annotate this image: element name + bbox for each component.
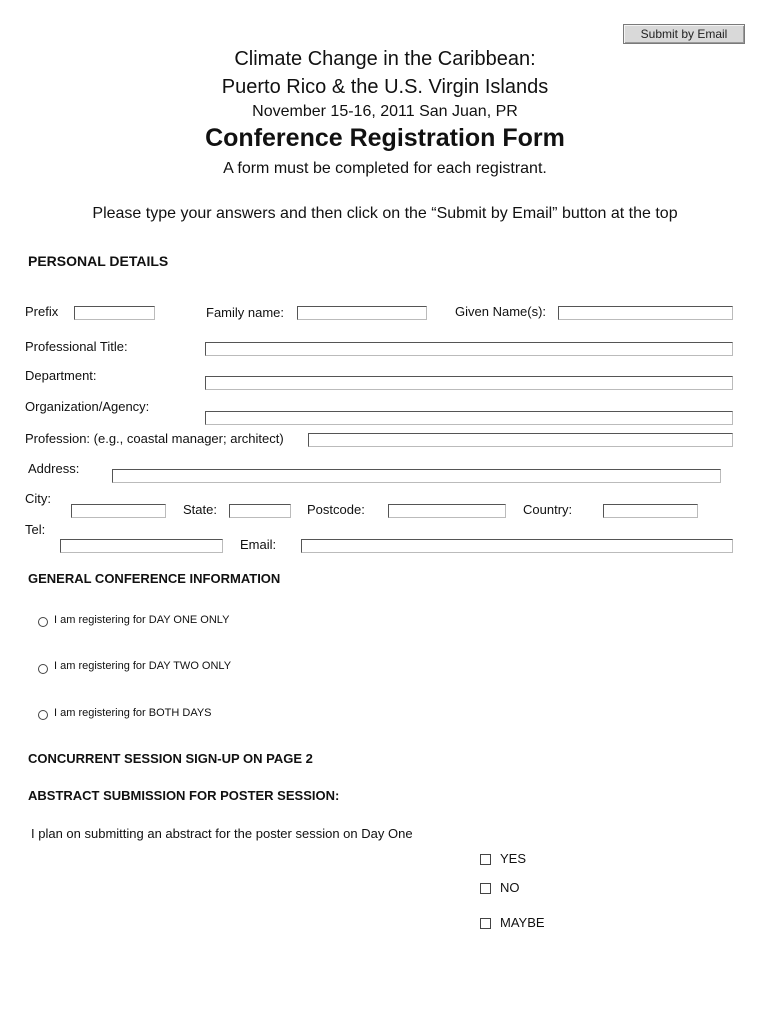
tel-label: Tel: bbox=[25, 522, 46, 537]
both-days-radio[interactable] bbox=[38, 710, 48, 720]
day-one-label: I am registering for DAY ONE ONLY bbox=[54, 614, 230, 626]
yes-label: YES bbox=[500, 851, 527, 866]
professional-title-field[interactable] bbox=[205, 342, 733, 356]
maybe-checkbox[interactable] bbox=[480, 918, 491, 929]
day-two-label: I am registering for DAY TWO ONLY bbox=[54, 660, 232, 672]
state-label: State: bbox=[183, 502, 217, 517]
department-field[interactable] bbox=[205, 376, 733, 390]
state-field[interactable] bbox=[229, 504, 291, 518]
no-label: NO bbox=[500, 880, 520, 895]
profession-label: Profession: (e.g., coastal manager; architect) bbox=[25, 431, 284, 446]
country-field[interactable] bbox=[603, 504, 698, 518]
day-one-radio[interactable] bbox=[38, 617, 48, 627]
city-field[interactable] bbox=[71, 504, 166, 518]
department-label: Department: bbox=[25, 368, 97, 383]
conference-date: November 15-16, 2011 San Juan, PR bbox=[252, 103, 518, 120]
concurrent-session-heading: CONCURRENT SESSION SIGN-UP ON PAGE 2 bbox=[28, 751, 313, 766]
personal-details-heading: PERSONAL DETAILS bbox=[28, 253, 169, 269]
conference-title-line1: Climate Change in the Caribbean: bbox=[234, 48, 536, 70]
conference-title-line2: Puerto Rico & the U.S. Virgin Islands bbox=[221, 76, 549, 98]
country-label: Country: bbox=[523, 502, 573, 517]
family-name-label: Family name: bbox=[206, 305, 285, 320]
both-days-label: I am registering for BOTH DAYS bbox=[54, 707, 212, 719]
prefix-field[interactable] bbox=[74, 306, 155, 320]
email-label: Email: bbox=[240, 537, 277, 552]
abstract-question: I plan on submitting an abstract for the poster session on Day One bbox=[31, 826, 413, 841]
family-name-field[interactable] bbox=[297, 306, 427, 320]
given-names-label: Given Name(s): bbox=[455, 304, 547, 319]
submit-by-email-button[interactable]: Submit by Email bbox=[623, 24, 745, 44]
form-title: Conference Registration Form bbox=[205, 124, 565, 152]
general-info-heading: GENERAL CONFERENCE INFORMATION bbox=[28, 571, 281, 586]
day-two-radio[interactable] bbox=[38, 664, 48, 674]
no-checkbox[interactable] bbox=[480, 883, 491, 894]
email-field[interactable] bbox=[301, 539, 733, 553]
city-label: City: bbox=[25, 491, 51, 506]
tel-field[interactable] bbox=[60, 539, 223, 553]
abstract-heading: ABSTRACT SUBMISSION FOR POSTER SESSION: bbox=[28, 788, 340, 803]
address-label: Address: bbox=[28, 461, 80, 476]
postcode-field[interactable] bbox=[388, 504, 506, 518]
given-names-field[interactable] bbox=[558, 306, 733, 320]
organization-field[interactable] bbox=[205, 411, 733, 425]
professional-title-label: Professional Title: bbox=[25, 339, 128, 354]
postcode-label: Postcode: bbox=[307, 502, 365, 517]
maybe-label: MAYBE bbox=[500, 915, 545, 930]
yes-checkbox[interactable] bbox=[480, 854, 491, 865]
address-field[interactable] bbox=[112, 469, 721, 483]
profession-field[interactable] bbox=[308, 433, 733, 447]
form-instructions: Please type your answers and then click on the “Submit by Email” button at the top bbox=[92, 205, 678, 222]
organization-label: Organization/Agency: bbox=[25, 399, 150, 414]
form-subtitle: A form must be completed for each registrant. bbox=[223, 160, 547, 177]
prefix-label: Prefix bbox=[25, 304, 59, 319]
